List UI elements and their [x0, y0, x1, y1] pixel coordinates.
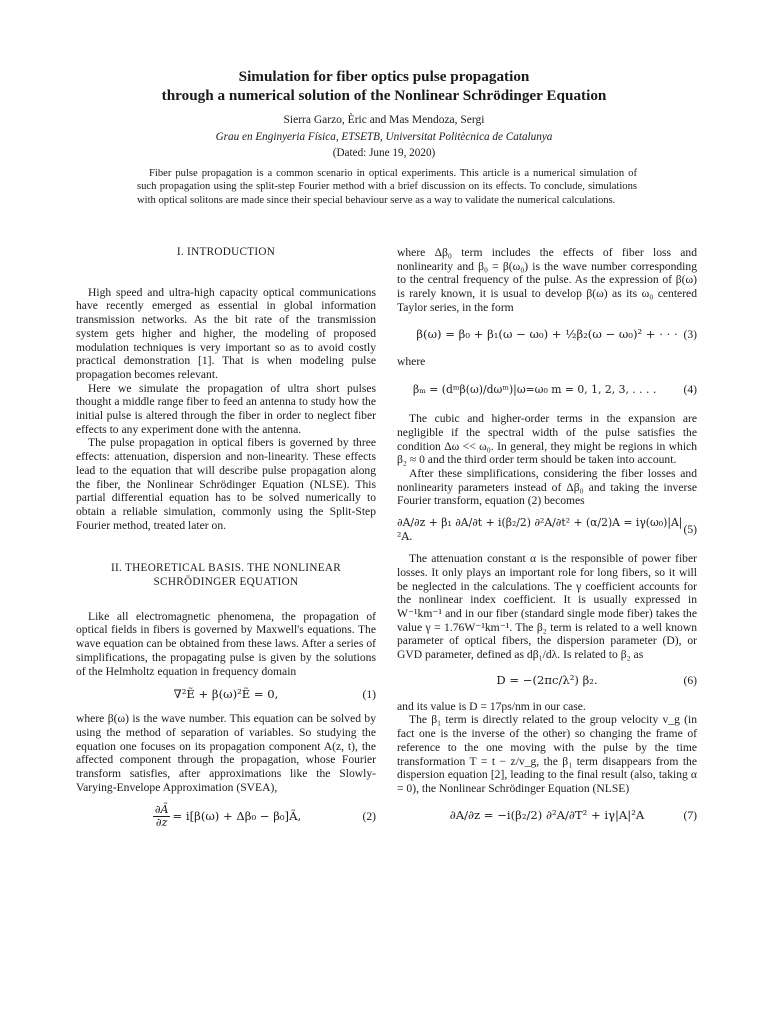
- paragraph: Here we simulate the propagation of ultra short pulses thought a middle range fiber to feed an antenna to study how the initial pulse is altered through the fiber in order to neglect fiber effects to any experiment done with the antenna.: [76, 381, 376, 436]
- equation-7-body: ∂A/∂z = −i(β₂/2) ∂²A/∂T² + iγ|A|²A: [449, 807, 645, 822]
- title-line-2: through a numerical solution of the Nonlinear Schrödinger Equation: [161, 87, 607, 104]
- paragraph: where Δβ₀ term includes the effects of fiber loss and nonlinearity and β₀ = β(ω₀) is the wave number corresponding to the central frequency of the pulse. As the expression of β(ω) is rarely known, it is usual to develop β(ω) as its ω₀ centered Taylor series, in the form: [397, 246, 697, 314]
- equation-1: [76, 678, 376, 712]
- paragraph: The cubic and higher-order terms in the expansion are negligible if the spectral width of the pulse satisfies the condition Δω << ω₀. In general, they might be regions in which β₂ ≈ 0 and the third order term should be taken into account.: [397, 412, 697, 467]
- section-heading-theory: [76, 562, 376, 589]
- paragraph: where β(ω) is the wave number. This equation can be solved by using the method of separation of variables. So studying the equation one focuses on its propagation component A(z, t), the affected component through the propagation, whose Fourier transform satisfies, after approximations like the Slowly-Varying-Envelope Approximation (SVEA),: [76, 712, 376, 794]
- affiliation: Grau en Enginyeria Física, ETSETB, Universitat Politècnica de Catalunya: [215, 131, 553, 143]
- equation-5: [397, 508, 697, 552]
- equation-6-body: D = −(2πc/λ²) β₂.: [496, 672, 598, 687]
- equation-6: [397, 662, 697, 700]
- paragraph: The attenuation constant α is the responsible of power fiber losses. It only plays an important role for long fibers, so it will be neglected in the calculations. The γ coefficient accounts for the nonlinear index coefficient. It is usually expressed in W⁻¹km⁻¹ and in our fiber (standard single mode fiber) takes the value γ = 1.76W⁻¹km⁻¹. The β₂ term is related to a well known parameter of optical fibers, the dispersion parameter (D), or GVD parameter, defined as dβ₁/dλ. Is related to β₂ as: [397, 552, 697, 662]
- equation-2: [76, 795, 376, 839]
- equation-number: (7): [683, 808, 697, 822]
- paragraph: where: [397, 354, 426, 368]
- equation-3-body: β(ω) = β₀ + β₁(ω − ω₀) + ½β₂(ω − ω₀)² + · · ·: [416, 326, 678, 341]
- title-line-1: Simulation for fiber optics pulse propagation: [238, 68, 530, 85]
- equation-2-rhs: = i[β(ω) + Δβ₀ − β₀]Ã,: [172, 808, 302, 823]
- equation-number: (4): [683, 383, 697, 397]
- equation-5-body: ∂A/∂z + β₁ ∂A/∂t + i(β₂/2) ∂²A/∂t² + (α/2)A = iγ(ω₀)|A|²A.: [397, 516, 683, 544]
- paper-title: [60, 67, 708, 105]
- paragraph: After these simplifications, considering the fiber losses and nonlinearity parameters instead of Δβ₀ and taking the inverse Fourier transform, equation (2) becomes: [397, 467, 697, 508]
- equation-4-body: βₘ = (dᵐβ(ω)/dωᵐ)|ω=ω₀ m = 0, 1, 2, 3, . . . .: [413, 383, 657, 397]
- paragraph: The pulse propagation in optical fibers is governed by three effects: attenuation, dispersion and non-linearity. These effects lead to the equation that will describe pulse propagation along the fiber, the Nonlinear Schrödinger Equation (NLSE). This partial differential equation has to be solved numerically to obtain a reliable simulation, commonly using the Split-Step Fourier method, treated later on.: [76, 436, 376, 532]
- paragraph: and its value is D = 17ps/nm in our case.: [397, 699, 586, 713]
- fraction: $\frac{\partial Ã}{\partial z}$: [154, 803, 169, 829]
- equation-number: (1): [362, 688, 376, 702]
- paragraph: High speed and ultra-high capacity optical communications have recently emerged as essential in global information transmission networks. As the bit rate of the transmission system gets higher and higher, the modeling of proposed modulation techniques is very important so as to avoid costly practical demonstration [1]. That is when modeling pulse propagation becomes relevant.: [76, 285, 376, 381]
- equation-number: (3): [683, 327, 697, 341]
- equation-number: (2): [362, 809, 376, 823]
- date-line: (Dated: June 19, 2020): [332, 147, 436, 159]
- section-heading-line-2: SCHRÖDINGER EQUATION: [153, 576, 299, 589]
- abstract: Fiber pulse propagation is a common scenario in optical experiments. This article is a numerical simulation of such propagation using the split-step Fourier method with a brief discussion on its effects. To conclude, simulations with optical solitons are made since their special behaviour serve as a way to validate the numerical calculations.: [137, 168, 637, 206]
- paragraph: Like all electromagnetic phenomena, the propagation of optical fields in fibers is governed by Maxwell's equations. The wave equation can be obtained from these laws. After a series of simplifications, the propagating pulse is given by the solutions of the Helmholtz equation in frequency domain: [76, 609, 376, 678]
- paragraph: The β₁ term is directly related to the group velocity v_g (in fact one is the inverse of the other) so changing the frame of reference to the one moving with the pulse by the time transformation T = t − z/v_g, the β₁ term disappears from the dispersion equation [2], leading to the final result (also, taking α = 0), the Nonlinear Schrödinger Equation (NLSE): [397, 713, 697, 795]
- equation-3: [397, 315, 697, 355]
- equation-1-body: ∇²Ẽ + β(ω)²Ẽ = 0,: [173, 687, 279, 702]
- left-column: [76, 246, 376, 839]
- equation-7: [397, 796, 697, 836]
- equation-4: [397, 368, 697, 412]
- authors: Sierra Garzo, Èric and Mas Mendoza, Sergi: [283, 114, 485, 126]
- right-column: [397, 246, 697, 836]
- section-heading-line-1: II. THEORETICAL BASIS. THE NONLINEAR: [111, 562, 341, 575]
- section-heading-introduction: I. INTRODUCTION: [176, 246, 276, 258]
- equation-number: (5): [683, 523, 697, 537]
- equation-number: (6): [683, 673, 697, 687]
